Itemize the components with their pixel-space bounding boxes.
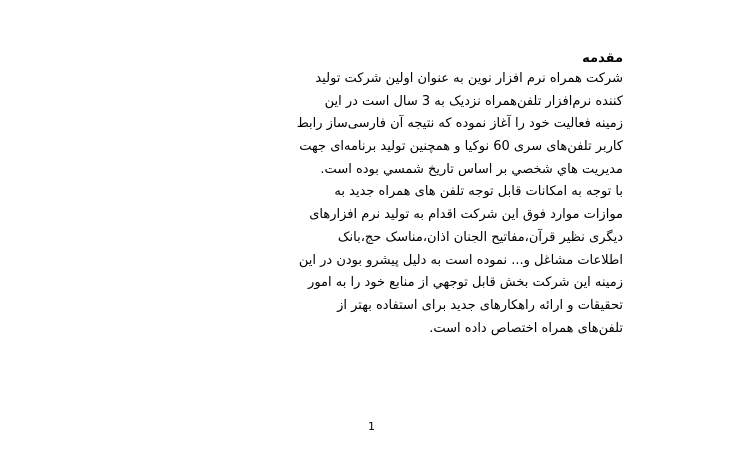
text-line: دیگری نظیر قرآن،مفاتیح الجنان اذان،مناسک حج،بانک	[337, 229, 623, 245]
text-line: با توجه به امکانات قابل توجه تلفن های همراه جدید به	[334, 184, 623, 200]
text-line: موازات موارد فوق این شرکت اقدام به تولید نرم افزارهای	[309, 207, 623, 223]
document-heading: مقدمه	[582, 51, 623, 66]
text-line: کننده نرم‌افزار تلفن‌همراه نزدیک به 3 سال است در این	[324, 93, 623, 109]
text-line: تحقیقات و ارائه راهکارهای جدید برای استفاده بهتر از	[337, 297, 623, 313]
text-line: اطلاعات مشاغل و... نموده است به دلیل پیشرو بودن در این	[298, 252, 623, 268]
text-line: زمینه فعالیت خود را آغاز نموده که نتیجه آن فارسی‌ساز رابط	[296, 116, 623, 132]
text-line: کاربر تلفن‌های سری 60 نوکیا و همچنین تولید برنامه‌ای جهت	[299, 139, 623, 155]
text-line: زمینه این شرکت بخش قابل توجهي از منابع خود را به امور	[308, 275, 623, 291]
text-line: مدیریت هاي شخصي بر اساس تاريخ شمسي بوده است.	[320, 161, 623, 177]
text-line: شرکت همراه نرم افزار نوین به عنوان اولین شرکت تولید	[315, 71, 623, 86]
text-line: تلفن‌های همراه اختصاص داده است.	[429, 320, 623, 336]
body-text	[113, 68, 623, 340]
page-number: 1	[368, 420, 375, 433]
